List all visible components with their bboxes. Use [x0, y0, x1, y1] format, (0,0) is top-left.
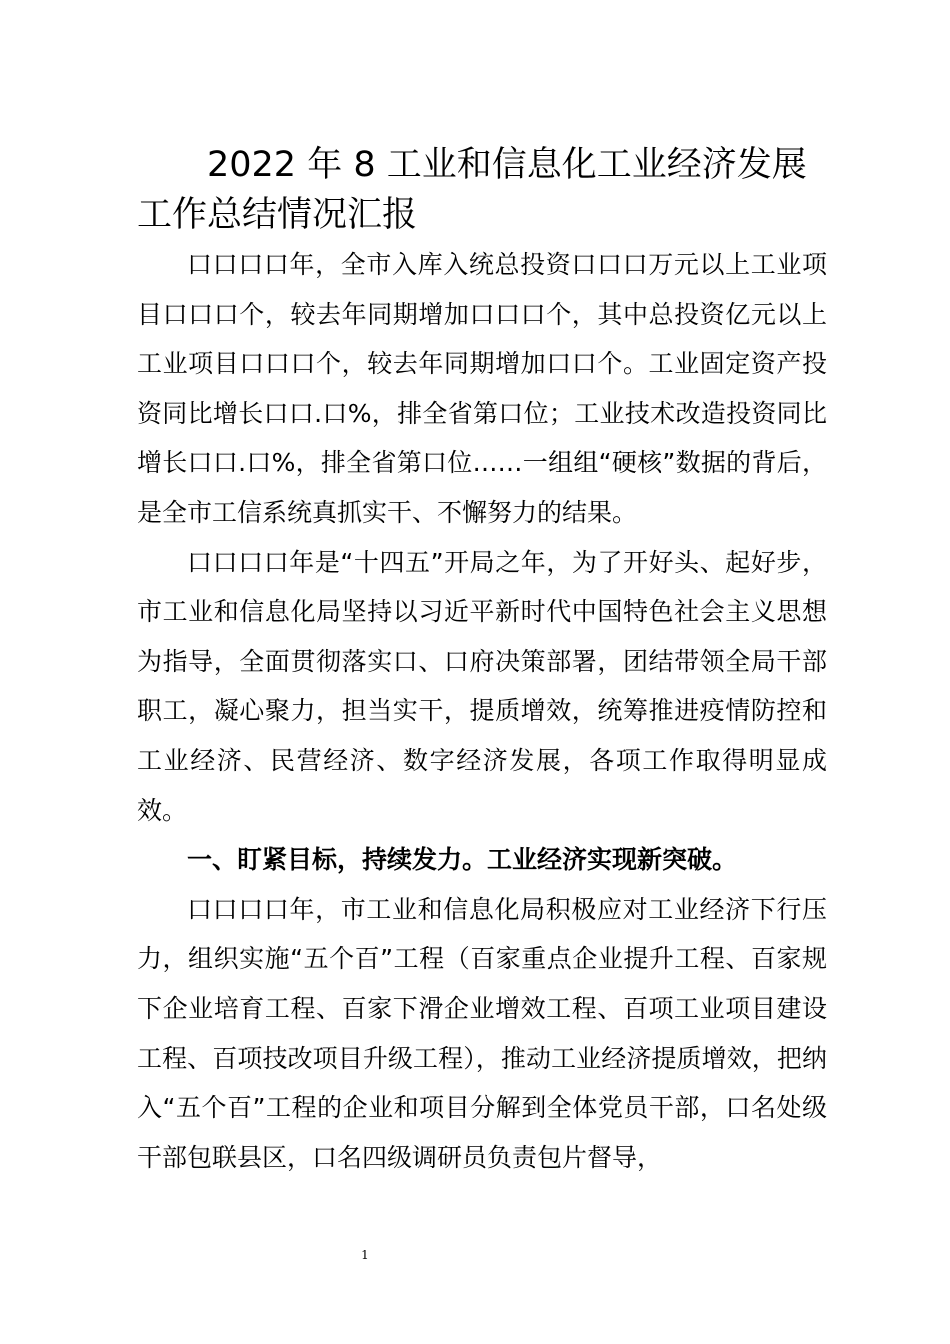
section-heading-1: 一、盯紧目标，持续发力。工业经济实现新突破。	[187, 845, 738, 875]
document-body	[137, 240, 827, 1182]
paragraph-2: 口口口口年是“十四五”开局之年，为了开好头、起好步，市工业和信息化局坚持以习近平新时代中国特色社会主义思想为指导，全面贯彻落实口、口府决策部署，团结带领全局干部职工，凝心聚力，担当实干，提质增效，统筹推进疫情防控和工业经济、民营经济、数字经济发展，各项工作取得明显成效。	[137, 547, 827, 825]
title-line-2: 工作总结情况汇报	[137, 195, 418, 235]
document-title	[137, 140, 827, 240]
title-line-1: 2022 年 8 工业和信息化工业经济发展	[207, 145, 807, 185]
page-number: 1	[361, 1248, 369, 1262]
paragraph-3: 口口口口年，市工业和信息化局积极应对工业经济下行压力，组织实施“五个百”工程（百家重点企业提升工程、百家规下企业培育工程、百家下滑企业增效工程、百项工业项目建设工程、百项技改项目升级工程），推动工业经济提质增效，把纳入“五个百”工程的企业和项目分解到全体党员干部，口名处级干部包联县区，口名四级调研员负责包片督导，	[137, 894, 827, 1172]
paragraph-1: 口口口口年，全市入库入统总投资口口口万元以上工业项目口口口个，较去年同期增加口口口个，其中总投资亿元以上工业项目口口口个，较去年同期增加口口个。工业固定资产投资同比增长口口.口%，排全省第口位；工业技术改造投资同比增长口口.口%，排全省第口位……一组组“硬核”数据的背后，是全市工信系统真抓实干、不懈努力的结果。	[137, 250, 827, 527]
